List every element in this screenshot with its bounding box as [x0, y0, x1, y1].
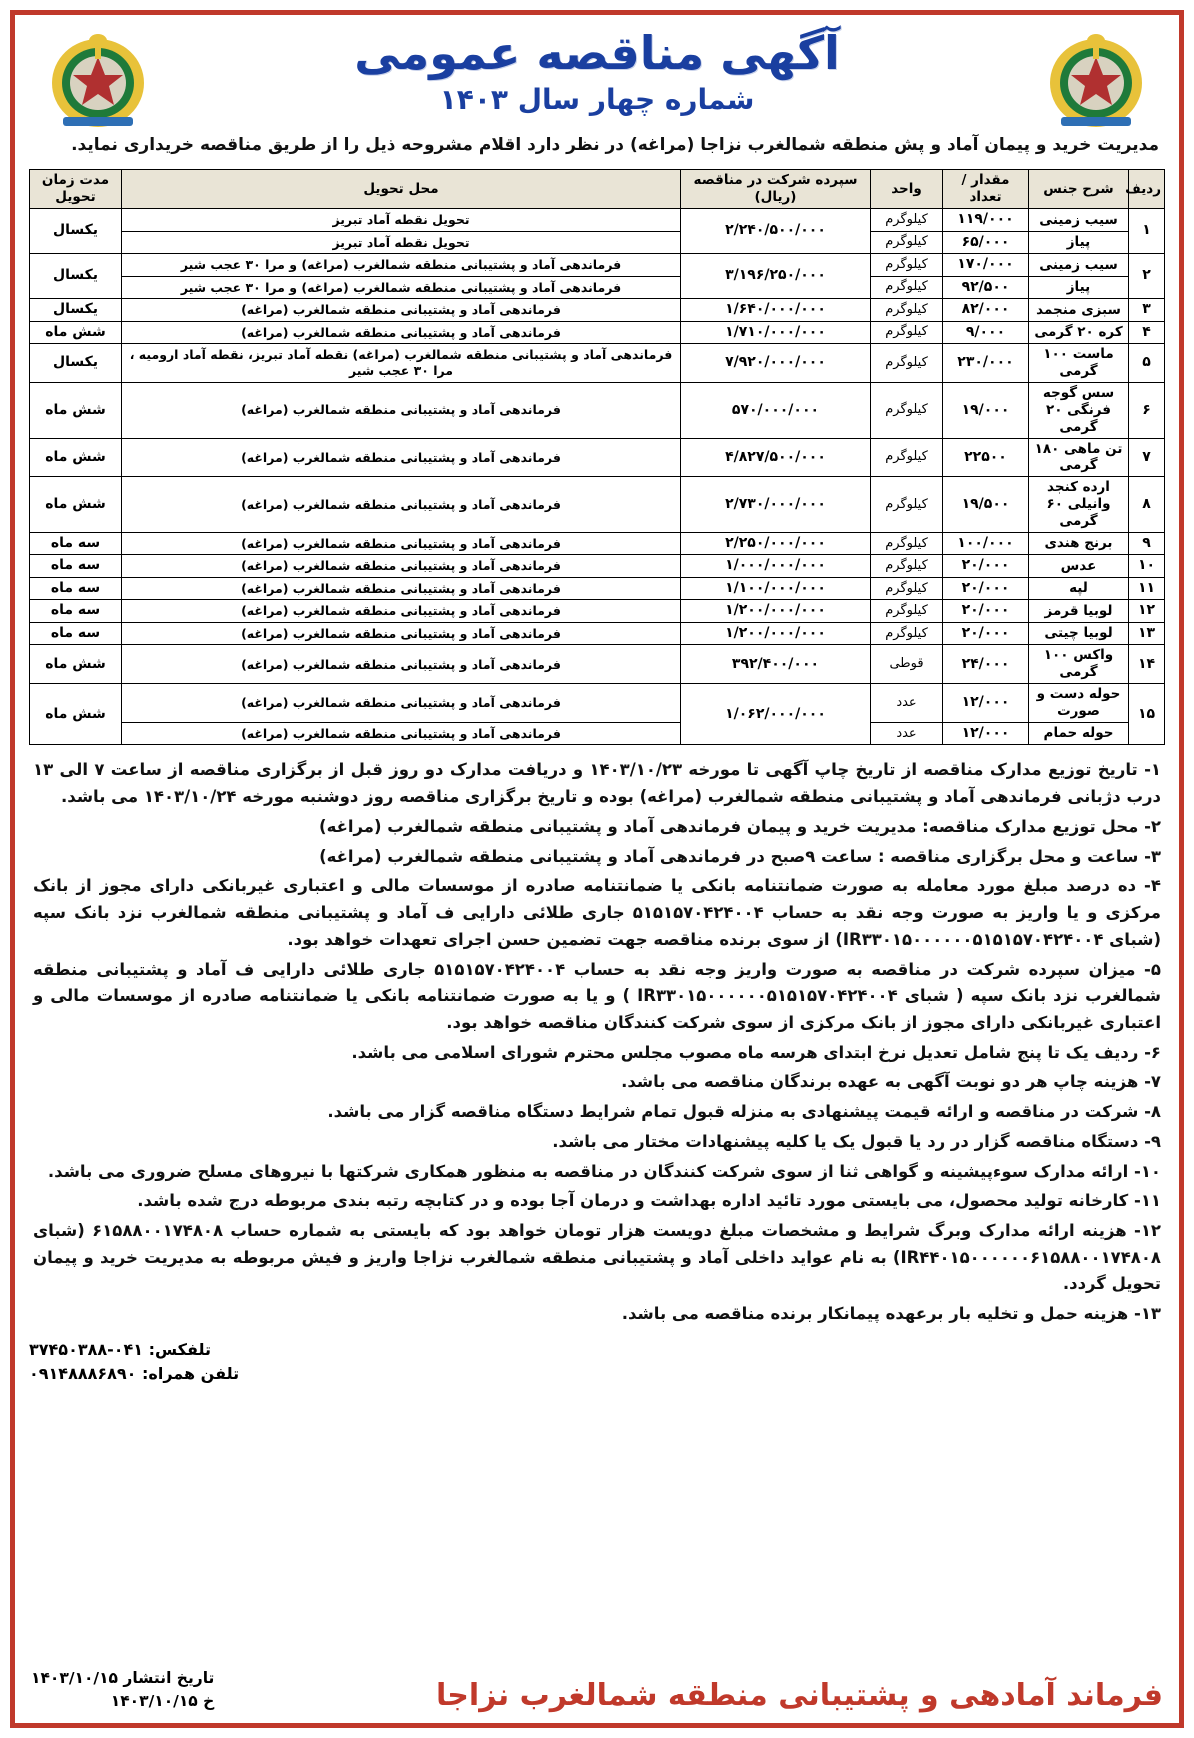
table-row [30, 600, 1165, 623]
cell-meqdar: ۱۰۰/۰۰۰ [943, 532, 1029, 555]
cell-vahed: کیلوگرم [871, 555, 943, 578]
cell-modat: شش ماه [30, 477, 122, 533]
cell-jens: لوبیا چیتی [1029, 622, 1129, 645]
cell-modat: سه ماه [30, 600, 122, 623]
table-row [30, 344, 1165, 383]
cell-modat: سه ماه [30, 577, 122, 600]
cell-mahal: فرماندهی آماد و پشتیبانی منطقه شمالغرب (مراغه) [122, 577, 681, 600]
cell-vahed: کیلوگرم [871, 321, 943, 344]
cell-mahal: فرماندهی آماد و پشتیبانی منطقه شمالغرب (مراغه) [122, 532, 681, 555]
condition-item: ۹- دستگاه مناقصه گزار در رد یا قبول یک یا کلیه پیشنهادات مختار می باشد. [552, 1131, 1161, 1151]
poster-header [29, 23, 1165, 118]
cell-meqdar: ۱۹/۵۰۰ [943, 477, 1029, 533]
cell-radif: ۷ [1129, 438, 1165, 477]
cell-sepordeh: ۱/۷۱۰/۰۰۰/۰۰۰ [681, 321, 871, 344]
cell-jens: سیب زمینی [1029, 254, 1129, 277]
cell-mahal: تحویل نقطه آماد تبریز [122, 209, 681, 232]
cell-radif: ۲ [1129, 254, 1165, 299]
cell-meqdar: ۸۲/۰۰۰ [943, 299, 1029, 322]
mobile-line: تلفن همراه: ۰۹۱۴۸۸۸۶۸۹۰ [29, 1363, 240, 1383]
cell-jens: کره ۲۰ گرمی [1029, 321, 1129, 344]
table-row [30, 209, 1165, 232]
cell-jens: پیاز [1029, 231, 1129, 254]
condition-item: ۱- تاریخ توزیع مدارک مناقصه از تاریخ چاپ آگهی تا مورخه ۱۴۰۳/۱۰/۲۳ و دریافت مدارک دو روز قبل از برگزاری مناقصه از ساعت ۷ الی ۱۳ درب دژبانی فرماندهی آماد و پشتیبانی منطقه شمالغرب (مراغه) بوده و تاریخ برگزاری مناقصه روز دوشنبه مورخه ۱۴۰۳/۱۰/۲۴ می باشد. [33, 760, 1161, 807]
cell-jens: لپه [1029, 577, 1129, 600]
condition-item: ۱۳- هزینه حمل و تخلیه بار برعهده پیمانکار برنده مناقصه می باشد. [621, 1304, 1161, 1324]
cell-vahed: کیلوگرم [871, 382, 943, 438]
cell-vahed: عدد [871, 684, 943, 723]
cell-sepordeh: ۳/۱۹۶/۲۵۰/۰۰۰ [681, 254, 871, 299]
cell-jens: حوله دست و صورت [1029, 684, 1129, 723]
intro-paragraph: مدیریت خرید و پیمان آماد و پش منطقه شمالغرب نزاجا (مراغه) در نظر دارد اقلام مشروحه ذیل را از طریق مناقصه خریداری نماید. [71, 135, 1159, 156]
cell-sepordeh: ۵۷۰/۰۰۰/۰۰۰ [681, 382, 871, 438]
poster-frame [10, 10, 1184, 1728]
table-row [30, 684, 1165, 723]
cell-meqdar: ۱۲/۰۰۰ [943, 684, 1029, 723]
cell-radif: ۳ [1129, 299, 1165, 322]
cell-mahal: فرماندهی آماد و پشتیبانی منطقه شمالغرب (مراغه) [122, 321, 681, 344]
cell-jens: سس گوجه فرنگی ۲۰ گرمی [1029, 382, 1129, 438]
table-row [30, 321, 1165, 344]
cell-modat: شش ماه [30, 321, 122, 344]
page-title: آگهی مناقصه عمومی [354, 26, 840, 80]
cell-vahed: عدد [871, 722, 943, 745]
cell-radif: ۱ [1129, 209, 1165, 254]
cell-vahed: کیلوگرم [871, 532, 943, 555]
cell-vahed: کیلوگرم [871, 344, 943, 383]
cell-sepordeh: ۱/۲۰۰/۰۰۰/۰۰۰ [681, 622, 871, 645]
cell-sepordeh: ۱/۱۰۰/۰۰۰/۰۰۰ [681, 577, 871, 600]
cell-mahal: فرماندهی آماد و پشتیبانی منطقه شمالغرب (مراغه) و مرا ۳۰ عجب شیر [122, 254, 681, 277]
condition-item: ۳- ساعت و محل برگزاری مناقصه : ساعت ۹صبح در فرماندهی آماد و پشتیبانی منطقه شمالغرب (مراغه) [319, 846, 1161, 866]
cell-meqdar: ۶۵/۰۰۰ [943, 231, 1029, 254]
cell-modat: سه ماه [30, 532, 122, 555]
cell-jens: سبزی منجمد [1029, 299, 1129, 322]
cell-modat: سه ماه [30, 622, 122, 645]
cell-meqdar: ۱۹/۰۰۰ [943, 382, 1029, 438]
cell-vahed: کیلوگرم [871, 276, 943, 299]
cell-radif: ۱۴ [1129, 645, 1165, 684]
table-row [30, 276, 1165, 299]
conditions-list [33, 757, 1161, 1327]
cell-meqdar: ۲۰/۰۰۰ [943, 577, 1029, 600]
cell-radif: ۱۱ [1129, 577, 1165, 600]
cell-modat: سه ماه [30, 555, 122, 578]
condition-item: ۲- محل توزیع مدارک مناقصه: مدیریت خرید و پیمان فرماندهی آماد و پشتیبانی منطقه شمالغرب (مراغه) [319, 816, 1161, 836]
cell-jens: عدس [1029, 555, 1129, 578]
cell-radif: ۱۰ [1129, 555, 1165, 578]
cell-jens: ماست ۱۰۰ گرمی [1029, 344, 1129, 383]
cell-modat: یکسال [30, 209, 122, 254]
col-jens: شرح جنس [1029, 170, 1129, 209]
cell-sepordeh: ۳۹۲/۴۰۰/۰۰۰ [681, 645, 871, 684]
col-vahed: واحد [871, 170, 943, 209]
table-row [30, 577, 1165, 600]
table-row [30, 477, 1165, 533]
cell-mahal: فرماندهی آماد و پشتیبانی منطقه شمالغرب (مراغه) [122, 555, 681, 578]
table-row [30, 722, 1165, 745]
cell-sepordeh: ۱/۰۶۲/۰۰۰/۰۰۰ [681, 684, 871, 745]
cell-meqdar: ۲۲۵۰۰ [943, 438, 1029, 477]
cell-vahed: کیلوگرم [871, 477, 943, 533]
col-modat: مدت زمان تحویل [30, 170, 122, 209]
tender-items-table [29, 169, 1165, 745]
cell-mahal: فرماندهی آماد و پشتیبانی منطقه شمالغرب (مراغه) [122, 382, 681, 438]
cell-mahal: فرماندهی آماد و پشتیبانی منطقه شمالغرب (مراغه) [122, 477, 681, 533]
table-row [30, 622, 1165, 645]
table-row [30, 645, 1165, 684]
cell-vahed: کیلوگرم [871, 209, 943, 232]
table-row [30, 438, 1165, 477]
cell-modat: یکسال [30, 299, 122, 322]
cell-jens: سیب زمینی [1029, 209, 1129, 232]
cell-radif: ۴ [1129, 321, 1165, 344]
cell-radif: ۱۵ [1129, 684, 1165, 745]
cell-mahal: فرماندهی آماد و پشتیبانی منطقه شمالغرب (مراغه) [122, 600, 681, 623]
cell-modat: شش ماه [30, 382, 122, 438]
cell-sepordeh: ۱/۰۰۰/۰۰۰/۰۰۰ [681, 555, 871, 578]
cell-vahed: کیلوگرم [871, 622, 943, 645]
cell-meqdar: ۲۰/۰۰۰ [943, 600, 1029, 623]
condition-item: ۵- میزان سپرده شرکت در مناقصه به صورت واریز وجه نقد به حساب ۵۱۵۱۵۷۰۴۲۴۰۰۴ جاری طلائی دارایی ف آماد و پشتیبانی منطقه شمالغرب نزد بانک سپه ( شبای IR۳۳۰۱۵۰۰۰۰۰۰۵۱۵۱۵۷۰۴۲۴۰۰۴ ) و یا به صورت ضمانتنامه بانکی یا ضمانتنامه صادره از موسسات مالی و اعتباری غیربانکی دارای مجوز از بانک مرکزی از سوی شرکت کنندگان مناقصه خواهد بود. [33, 959, 1161, 1032]
cell-meqdar: ۲۰/۰۰۰ [943, 555, 1029, 578]
cell-radif: ۱۳ [1129, 622, 1165, 645]
cell-radif: ۸ [1129, 477, 1165, 533]
fax-line: تلفکس: ۰۴۱-۳۷۴۵۰۳۸۸ [29, 1339, 212, 1359]
cell-meqdar: ۱۲/۰۰۰ [943, 722, 1029, 745]
army-emblem-icon [1041, 25, 1151, 135]
cell-meqdar: ۱۱۹/۰۰۰ [943, 209, 1029, 232]
condition-item: ۷- هزینه چاپ هر دو نوبت آگهی به عهده برندگان مناقصه می باشد. [621, 1072, 1161, 1092]
cell-mahal: فرماندهی آماد و پشتیبانی منطقه شمالغرب (مراغه) [122, 684, 681, 723]
cell-modat: شش ماه [30, 645, 122, 684]
condition-item: ۶- ردیف یک تا پنج شامل تعدیل نرخ ابتدای هرسه ماه مصوب مجلس محترم شورای اسلامی می باشد. [351, 1042, 1161, 1062]
cell-radif: ۹ [1129, 532, 1165, 555]
condition-item: ۱۲- هزینه ارائه مدارک وبرگ شرایط و مشخصات مبلغ دویست هزار تومان خواهد بود که بایستی به شماره حساب ۶۱۵۸۸۰۰۱۷۴۸۰۸ (شبای IR۴۴۰۱۵۰۰۰۰۰۰۶۱۵۸۸۰۰۱۷۴۸۰۸) به نام عواید داخلی آماد و پشتیبانی منطقه شمالغرب نزاجا واریز و فیش مربوطه به مدیریت خرید و پیمان تحویل گردد. [33, 1220, 1161, 1294]
cell-sepordeh: ۲/۲۵۰/۰۰۰/۰۰۰ [681, 532, 871, 555]
cell-jens: برنج هندی [1029, 532, 1129, 555]
col-radif: ردیف [1129, 170, 1165, 209]
cell-sepordeh: ۴/۸۲۷/۵۰۰/۰۰۰ [681, 438, 871, 477]
contact-block [29, 1338, 1165, 1386]
cell-mahal: فرماندهی آماد و پشتیبانی منطقه شمالغرب (مراغه) [122, 622, 681, 645]
cell-meqdar: ۹۲/۵۰۰ [943, 276, 1029, 299]
table-row [30, 254, 1165, 277]
cell-mahal: فرماندهی آماد و پشتیبانی منطقه شمالغرب (مراغه) [122, 645, 681, 684]
cell-mahal: فرماندهی آماد و پشتیبانی منطقه شمالغرب (مراغه) نقطه آماد تبریز، نقطه آماد ارومیه ، مرا ۳۰ عجب شیر [122, 344, 681, 383]
cell-modat: یکسال [30, 254, 122, 299]
cell-jens: واکس ۱۰۰ گرمی [1029, 645, 1129, 684]
table-body [30, 209, 1165, 745]
cell-jens: ارده کنجد وانیلی ۶۰ گرمی [1029, 477, 1129, 533]
footer-organization: فرماند آمادهی و پشتیبانی منطقه شمالغرب نزاجا [436, 1678, 1163, 1713]
table-row [30, 532, 1165, 555]
cell-sepordeh: ۲/۲۴۰/۵۰۰/۰۰۰ [681, 209, 871, 254]
cell-modat: یکسال [30, 344, 122, 383]
cell-radif: ۶ [1129, 382, 1165, 438]
cell-vahed: کیلوگرم [871, 299, 943, 322]
army-emblem-icon [43, 25, 153, 135]
cell-sepordeh: ۱/۶۴۰/۰۰۰/۰۰۰ [681, 299, 871, 322]
cell-meqdar: ۲۴/۰۰۰ [943, 645, 1029, 684]
cell-vahed: کیلوگرم [871, 231, 943, 254]
cell-mahal: فرماندهی آماد و پشتیبانی منطقه شمالغرب (مراغه) [122, 722, 681, 745]
serial-date: خ ۱۴۰۳/۱۰/۱۵ [110, 1691, 215, 1710]
condition-item: ۱۰- ارائه مدارک سوءپیشینه و گواهی ثنا از سوی شرکت کنندگان در مناقصه به منظور همکاری شرکتها با نیروهای مسلح ضروری می باشد. [47, 1161, 1161, 1181]
cell-sepordeh: ۲/۷۳۰/۰۰۰/۰۰۰ [681, 477, 871, 533]
table-row [30, 299, 1165, 322]
page-subtitle: شماره چهار سال ۱۴۰۳ [439, 83, 755, 117]
cell-sepordeh: ۷/۹۲۰/۰۰۰/۰۰۰ [681, 344, 871, 383]
cell-meqdar: ۱۷۰/۰۰۰ [943, 254, 1029, 277]
cell-mahal: فرماندهی آماد و پشتیبانی منطقه شمالغرب (مراغه) و مرا ۳۰ عجب شیر [122, 276, 681, 299]
condition-item: ۱۱- کارخانه تولید محصول، می بایستی مورد تائید اداره بهداشت و درمان آجا بوده و در کتابچه رتبه بندی مربوطه درج شده باشد. [137, 1191, 1161, 1211]
cell-radif: ۱۲ [1129, 600, 1165, 623]
col-meqdar: مقدار / تعداد [943, 170, 1029, 209]
cell-jens: لوبیا قرمز [1029, 600, 1129, 623]
cell-meqdar: ۲۰/۰۰۰ [943, 622, 1029, 645]
table-row [30, 555, 1165, 578]
cell-mahal: فرماندهی آماد و پشتیبانی منطقه شمالغرب (مراغه) [122, 299, 681, 322]
cell-radif: ۵ [1129, 344, 1165, 383]
cell-vahed: کیلوگرم [871, 438, 943, 477]
footer-dates [31, 1667, 214, 1714]
cell-jens: حوله حمام [1029, 722, 1129, 745]
cell-vahed: کیلوگرم [871, 577, 943, 600]
cell-mahal: فرماندهی آماد و پشتیبانی منطقه شمالغرب (مراغه) [122, 438, 681, 477]
cell-mahal: تحویل نقطه آماد تبریز [122, 231, 681, 254]
cell-vahed: کیلوگرم [871, 600, 943, 623]
table-row [30, 231, 1165, 254]
condition-item: ۸- شرکت در مناقصه و ارائه قیمت پیشنهادی به منزله قبول تمام شرایط دستگاه مناقصه گزار می باشد. [327, 1102, 1161, 1122]
cell-jens: تن ماهی ۱۸۰ گرمی [1029, 438, 1129, 477]
col-sepordeh: سپرده شرکت در مناقصه (ریال) [681, 170, 871, 209]
poster-footer [31, 1667, 1163, 1714]
cell-modat: شش ماه [30, 684, 122, 745]
table-row [30, 382, 1165, 438]
col-mahal: محل تحویل [122, 170, 681, 209]
cell-jens: پیاز [1029, 276, 1129, 299]
cell-meqdar: ۲۳۰/۰۰۰ [943, 344, 1029, 383]
cell-vahed: قوطی [871, 645, 943, 684]
cell-modat: شش ماه [30, 438, 122, 477]
cell-vahed: کیلوگرم [871, 254, 943, 277]
publish-date: تاریخ انتشار ۱۴۰۳/۱۰/۱۵ [31, 1668, 215, 1687]
cell-meqdar: ۹/۰۰۰ [943, 321, 1029, 344]
table-header-row [30, 170, 1165, 209]
condition-item: ۴- ده درصد مبلغ مورد معامله به صورت ضمانتنامه بانکی یا ضمانتنامه صادره از موسسات مالی و اعتباری غیربانکی دارای مجوز از بانک مرکزی و یا واریز به صورت وجه نقد به حساب ۵۱۵۱۵۷۰۴۲۴۰۰۴ جاری طلائی دارایی ف آماد و پشتیبانی منطقه شمالغرب نزد بانک سپه (شبای IR۳۳۰۱۵۰۰۰۰۰۰۵۱۵۱۵۷۰۴۲۴۰۰۴) از سوی برنده مناقصه جهت تضمین حسن اجرای تعهدات خواهد بود. [33, 876, 1161, 949]
cell-sepordeh: ۱/۲۰۰/۰۰۰/۰۰۰ [681, 600, 871, 623]
